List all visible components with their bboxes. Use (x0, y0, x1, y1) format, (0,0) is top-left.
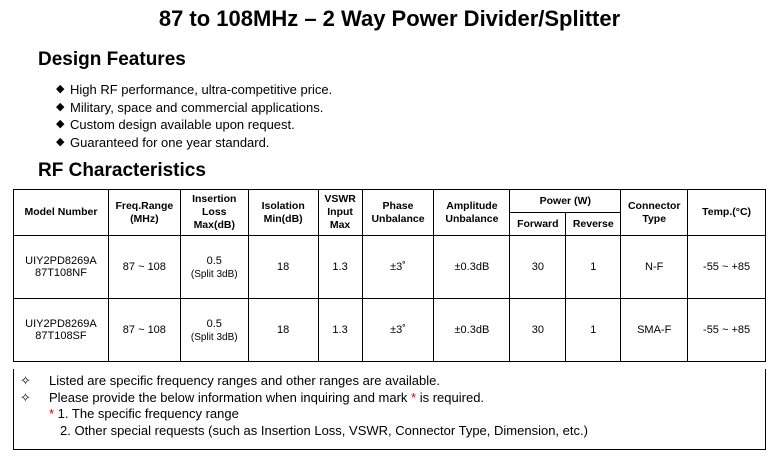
cell-vswr: 1.3 (318, 299, 362, 362)
col-header-amplitude: Amplitude Unbalance (434, 190, 510, 236)
cell-freq: 87 ~ 108 (108, 236, 180, 299)
diamond-bullet-icon: ◆ (56, 135, 65, 148)
cell-insertion: 0.5 (Split 3dB) (180, 299, 248, 362)
diamond-bullet-icon: ◆ (56, 100, 65, 113)
list-item: ◆ High RF performance, ultra-competitive price. (56, 82, 333, 97)
cell-temp: -55 ~ +85 (688, 299, 766, 362)
cell-phase: ±3˚ (362, 299, 434, 362)
sparkle-bullet-icon: ✧ (20, 373, 31, 388)
list-item: ◆ Custom design available upon request. (56, 117, 295, 132)
diamond-bullet-icon: ◆ (56, 83, 65, 95)
cell-isolation: 18 (248, 236, 318, 299)
cell-forward: 30 (510, 236, 566, 299)
note-line: ✧ Listed are specific frequency ranges and other ranges are available. (20, 373, 440, 388)
cell-isolation: 18 (248, 299, 318, 362)
cell-connector: SMA-F (621, 299, 688, 362)
required-mark: * (49, 406, 55, 421)
col-header-connector: Connector Type (621, 190, 688, 236)
cell-forward: 30 (510, 299, 566, 362)
cell-model: UIY2PD8269A 87T108NF (14, 236, 109, 299)
col-header-isolation: Isolation Min(dB) (248, 190, 318, 236)
table-header-row (14, 190, 766, 213)
col-header-insertion: Insertion Loss Max(dB) (180, 190, 248, 236)
cell-model: UIY2PD8269A 87T108SF (14, 299, 109, 362)
cell-freq: 87 ~ 108 (108, 299, 180, 362)
cell-insertion: 0.5 (Split 3dB) (180, 236, 248, 299)
col-header-power: Power (W) (510, 190, 621, 213)
notes-box (13, 369, 766, 450)
list-item: ◆ Guaranteed for one year standard. (56, 134, 270, 150)
sparkle-bullet-icon: ✧ (20, 390, 31, 405)
diamond-bullet-icon: ◆ (56, 118, 65, 130)
cell-connector: N-F (621, 236, 688, 299)
note-subitem: * 1. The specific frequency range (49, 406, 239, 421)
page-title: 87 to 108MHz – 2 Way Power Divider/Splitter (158, 6, 621, 31)
cell-reverse: 1 (566, 299, 621, 362)
cell-phase: ±3˚ (362, 236, 434, 299)
col-header-phase: Phase Unbalance (362, 190, 434, 236)
note-line: ✧ Please provide the below information when inquiring and mark * is required. (20, 390, 485, 405)
col-header-model: Model Number (14, 190, 109, 236)
cell-reverse: 1 (566, 236, 621, 299)
list-item: ◆ Military, space and commercial applications. (56, 99, 324, 115)
note-subitem: 2. Other special requests (such as Insertion Loss, VSWR, Connector Type, Dimension, etc.) (60, 423, 588, 438)
rf-characteristics-heading: RF Characteristics (38, 160, 206, 181)
col-header-temp: Temp.(°C) (688, 190, 766, 236)
rf-characteristics-table (13, 189, 766, 362)
cell-amplitude: ±0.3dB (434, 236, 510, 299)
col-header-forward: Forward (510, 213, 566, 236)
col-header-vswr: VSWR Input Max (318, 190, 362, 236)
cell-vswr: 1.3 (318, 236, 362, 299)
cell-temp: -55 ~ +85 (688, 236, 766, 299)
col-header-freq: Freq.Range (MHz) (108, 190, 180, 236)
col-header-reverse: Reverse (566, 213, 621, 236)
table-row (14, 299, 766, 362)
required-mark: * (411, 390, 417, 405)
design-features-heading: Design Features (38, 49, 186, 70)
design-features-list (56, 81, 332, 151)
cell-amplitude: ±0.3dB (434, 299, 510, 362)
table-row (14, 236, 766, 299)
